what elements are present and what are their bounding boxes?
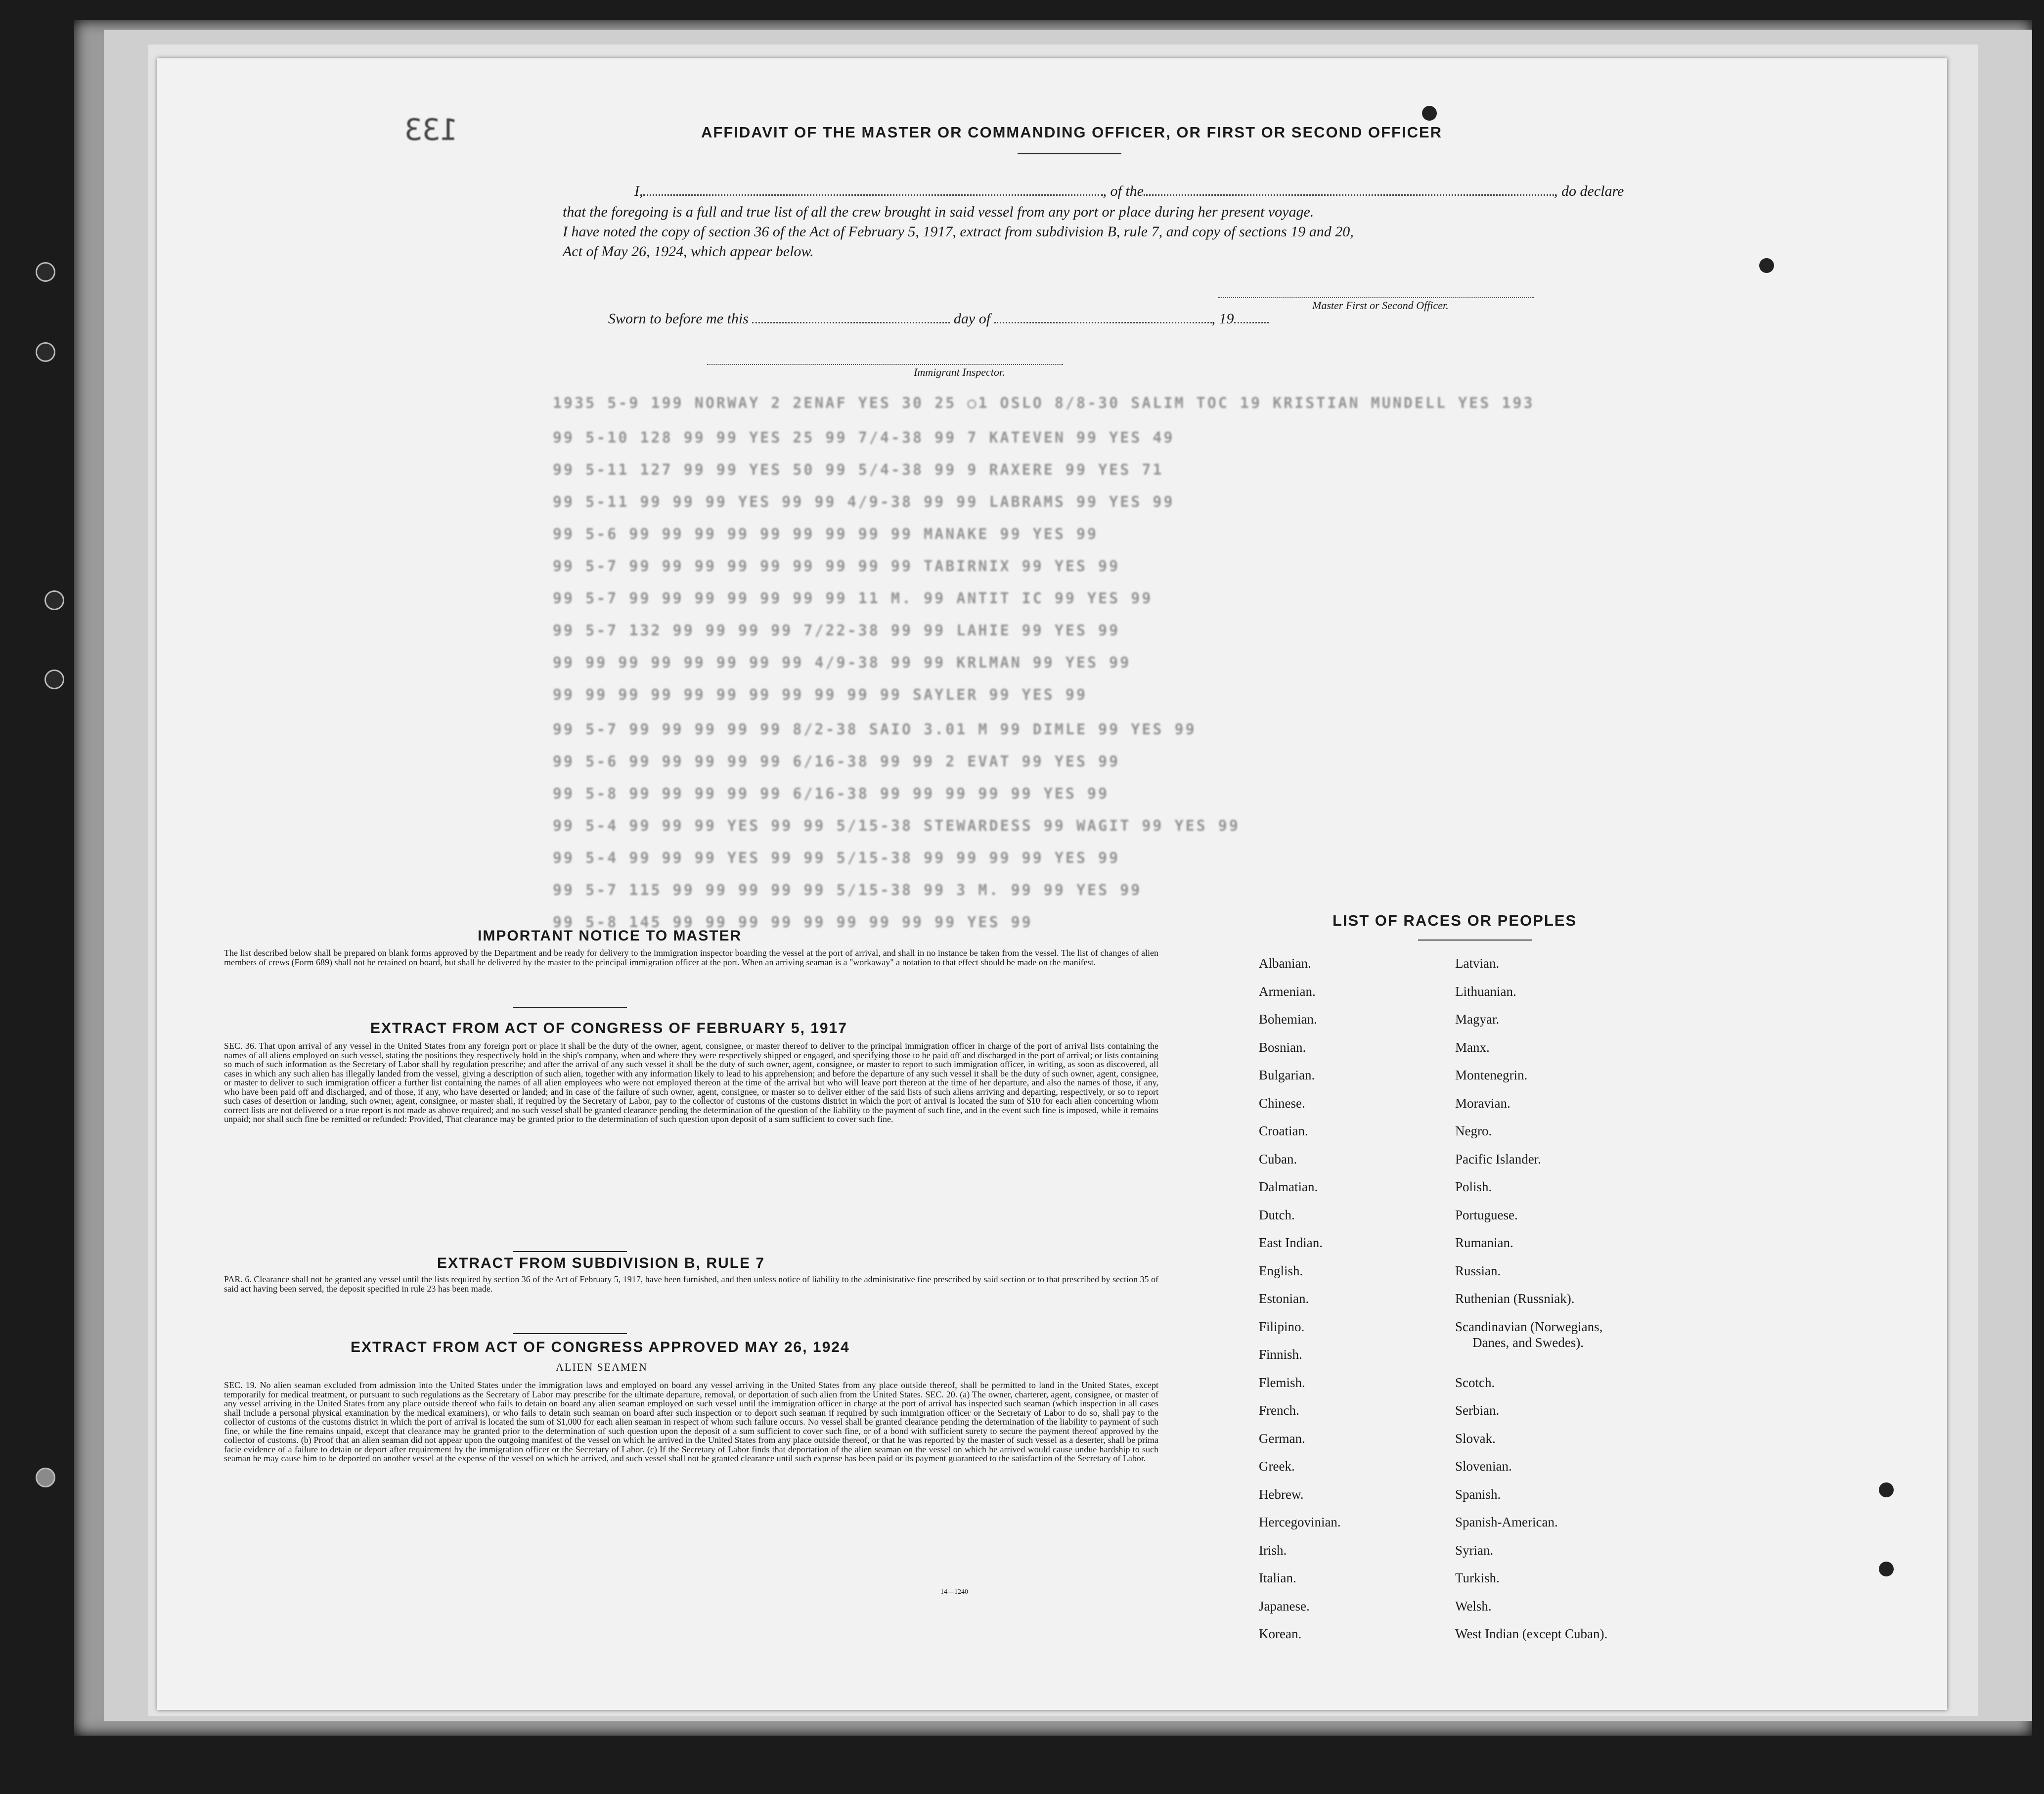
bleed-through-row: 99 5-4 99 99 99 YES 99 99 5/15-38 99 99 99 99 YES 99 (553, 850, 1120, 867)
extract-2-rule (513, 1333, 627, 1334)
race-entry: Croatian. (1259, 1123, 1308, 1138)
bleed-through-row: 99 5-6 99 99 99 99 99 6/16-38 99 99 2 EVAT 99 YES 99 (553, 753, 1120, 770)
bleed-through-row: 99 5-7 99 99 99 99 99 8/2-38 SAIO 3.01 M 99 DIMLE 99 YES 99 (553, 721, 1197, 738)
race-entry: Montenegrin. (1455, 1068, 1528, 1082)
affidavit-line-4: Act of May 26, 1924, which appear below. (563, 243, 814, 260)
race-entry: Irish. (1259, 1542, 1287, 1558)
bleed-through-row: 99 99 99 99 99 99 99 99 4/9-38 99 99 KRLMAN 99 YES 99 (553, 654, 1131, 672)
extract-2-title: EXTRACT FROM SUBDIVISION B, RULE 7 (437, 1255, 765, 1271)
bleed-through-row: 99 5-7 99 99 99 99 99 99 99 11 M. 99 ANTIT IC 99 YES 99 (553, 590, 1153, 607)
binder-hole (36, 342, 55, 362)
race-entry: Portuguese. (1455, 1207, 1518, 1222)
extract-3-title: EXTRACT FROM ACT OF CONGRESS APPROVED MAY 26, 1924 (351, 1339, 850, 1355)
bleed-through-row: 99 5-8 99 99 99 99 99 6/16-38 99 99 99 99 99 YES 99 (553, 785, 1110, 803)
races-rule (1418, 940, 1532, 941)
affidavit-line-2: that the foregoing is a full and true list of all the crew brought in said vessel from any port or place during her present voyage. (563, 204, 1314, 220)
bleed-through-row: 99 5-4 99 99 99 YES 99 99 5/15-38 STEWARDESS 99 WAGIT 99 YES 99 (553, 817, 1240, 835)
race-entry: Hercegovinian. (1259, 1515, 1341, 1529)
race-entry: English. (1259, 1263, 1303, 1278)
document-page (157, 58, 1947, 1710)
race-entry: Cuban. (1259, 1151, 1297, 1166)
race-entry: Albanian. (1259, 956, 1311, 971)
bleed-through-row: 1935 5-9 199 NORWAY 2 2ENAF YES 30 25 ○1 OSLO 8/8-30 SALIM TOC 19 KRISTIAN MUNDELL YES 193 (553, 395, 1535, 412)
title-rule (1018, 153, 1121, 154)
form-number: 14—1240 (940, 1588, 968, 1596)
bleed-through-row: 99 5-11 99 99 99 YES 99 99 4/9-38 99 99 LABRAMS 99 YES 99 (553, 493, 1175, 511)
race-entry: Korean. (1259, 1626, 1302, 1641)
race-entry: Filipino. (1259, 1319, 1305, 1334)
affidavit-line-1: I, , of the , do declare (634, 183, 1624, 199)
bleed-through-row: 99 99 99 99 99 99 99 99 99 99 99 SAYLER 99 YES 99 (553, 686, 1088, 704)
punch-dot (1879, 1562, 1894, 1576)
binder-hole (36, 1468, 55, 1487)
race-entry: Hebrew. (1259, 1486, 1304, 1502)
race-entry: Flemish. (1259, 1375, 1305, 1390)
race-entry: Polish. (1455, 1179, 1492, 1194)
extract-1-body: SEC. 36. That upon arrival of any vessel in the United States from any foreign port or place it shall be the duty of the owner, agent, consignee, or master thereof to deliver to the principal immigration officer in charge of the port of arrival lists containing the names of all aliens employed on such vessel, stating the positions they respectively hold in the ship's company, when and where they were respectively shipped or engaged, and specifying those to be paid off and discharged in the port of arrival; or lists containing so much of such information as the Secretary of Labor shall by regulation prescribe; and after the arrival of any such vessel it shall be the duty of such owner, agent, consignee, or master to report to such immigration officer, in writing, as soon as discovered, all cases in which any such alien has illegally landed from the vessel, giving a description of such alien, together with any information likely to lead to his apprehension; and before the departure of any such vessel it shall be the duty of such owner, agent, consignee, or master to deliver to such immigration officer a further list containing the names of all alien employees who were not employed thereon at the time of the arrival but who will leave port thereon at the time of her departure, and also the names of those, if any, who have been paid off and discharged, and of those, if any, who have deserted or landed; and in case of the failure of such owner, agent, consignee, or master so to deliver either of the said lists of such aliens arriving and departing, respectively, or so to report such cases of desertion or landing, such owner, agent, consignee, or master shall, if required by the Secretary of Labor, pay to the collector of customs of the customs district in which the port of arrival is located the sum of $10 for each alien concerning whom correct lists are not delivered or a true report is not made as above required; and no such vessel shall be granted clearance pending the determination of the question of the liability to the payment of such fine, and in the event such fine is imposed, while it remains unpaid; nor shall such fine be remitted or refunded: Provided, That clearance may be granted prior to the determination of such question upon deposit of a sum sufficient to cover such fine. (224, 1041, 1158, 1124)
races-title: LIST OF RACES OR PEOPLES (1333, 912, 1577, 929)
race-entry: Finnish. (1259, 1347, 1302, 1362)
bleed-through-row: 99 5-8 145 99 99 99 99 99 99 99 99 99 YES 99 (553, 914, 1033, 931)
bleed-through-row: 99 5-7 132 99 99 99 99 7/22-38 99 99 LAHIE 99 YES 99 (553, 622, 1120, 639)
race-entry: Ruthenian (Russniak). (1455, 1291, 1575, 1306)
race-entry: Syrian. (1455, 1542, 1494, 1558)
race-entry: Turkish. (1455, 1570, 1500, 1585)
race-entry: Latvian. (1455, 956, 1500, 971)
race-entry: Italian. (1259, 1570, 1296, 1585)
race-entry: Moravian. (1455, 1095, 1511, 1111)
race-entry: French. (1259, 1403, 1299, 1418)
race-entry: Manx. (1455, 1039, 1490, 1055)
race-entry: Estonian. (1259, 1291, 1309, 1306)
race-entry: Greek. (1259, 1459, 1295, 1474)
race-entry: Dalmatian. (1259, 1179, 1318, 1194)
race-entry: Dutch. (1259, 1207, 1295, 1222)
race-entry: Scotch. (1455, 1375, 1495, 1390)
sworn-line: Sworn to before me this day of , 19 (608, 311, 1269, 327)
affidavit-line-3: I have noted the copy of section 36 of the Act of February 5, 1917, extract from subdivision B, rule 7, and copy of sections 19 and 20, (563, 224, 1354, 240)
notice-body: The list described below shall be prepared on blank forms approved by the Department and be ready for delivery to the immigration inspector boarding the vessel at the port of arrival, and shall in no instance be taken from the vessel. The list of changes of alien members of crews (Form 689) shall not be retained on board, but shall be delivered by the master to the principal immigration officer at the port. When an arriving seaman is a "workaway" a notation to that effect should be made on the manifest. (224, 948, 1158, 967)
punch-dot (1879, 1482, 1894, 1497)
extract-1-title: EXTRACT FROM ACT OF CONGRESS OF FEBRUARY 5, 1917 (370, 1020, 847, 1036)
race-entry: Slovak. (1455, 1431, 1496, 1446)
race-entry: Welsh. (1455, 1598, 1492, 1614)
master-caption: Master First or Second Officer. (1312, 299, 1449, 312)
inspector-signature-line (707, 363, 1063, 365)
bleed-through-row: 99 5-11 127 99 99 YES 50 99 5/4-38 99 9 RAXERE 99 YES 71 (553, 461, 1164, 479)
binder-hole (44, 670, 64, 689)
race-entry: Serbian. (1455, 1403, 1500, 1418)
punch-dot (1422, 106, 1437, 121)
extract-2-body: PAR. 6. Clearance shall not be granted any vessel until the lists required by section 36 of the Act of February 5, 1917, have been furnished, and then unless notice of liability to the administrative fine prescribed by said section or to that prescribed by section 35 of said act having been served, the deposit specified in rule 23 has been made. (224, 1274, 1158, 1294)
binder-hole (36, 262, 55, 282)
bleed-through-row: 99 5-10 128 99 99 YES 25 99 7/4-38 99 7 KATEVEN 99 YES 49 (553, 429, 1175, 447)
inspector-caption: Immigrant Inspector. (914, 366, 1005, 378)
race-entry: Slovenian. (1455, 1459, 1512, 1474)
race-entry: Spanish. (1455, 1486, 1501, 1502)
notice-rule (513, 1007, 627, 1008)
race-entry: Chinese. (1259, 1095, 1305, 1111)
race-entry: Rumanian. (1455, 1235, 1513, 1250)
race-entry: Pacific Islander. (1455, 1151, 1541, 1166)
extract-3-subtitle: ALIEN SEAMEN (556, 1361, 648, 1373)
race-entry: Bohemian. (1259, 1012, 1317, 1027)
page-number: 133 (404, 113, 458, 147)
master-signature-line (1218, 296, 1534, 298)
race-entry: West Indian (except Cuban). (1455, 1626, 1608, 1641)
notice-title: IMPORTANT NOTICE TO MASTER (478, 928, 742, 944)
race-entry: Bulgarian. (1259, 1068, 1315, 1082)
race-entry: Armenian. (1259, 984, 1316, 999)
race-entry: German. (1259, 1431, 1305, 1446)
bleed-through-row: 99 5-6 99 99 99 99 99 99 99 99 99 MANAKE 99 YES 99 (553, 526, 1099, 543)
race-entry: Spanish-American. (1455, 1515, 1558, 1529)
race-entry: Danes, and Swedes). (1472, 1335, 1584, 1350)
race-entry: Bosnian. (1259, 1039, 1306, 1055)
punch-dot (1759, 258, 1774, 273)
race-entry: Russian. (1455, 1263, 1501, 1278)
bleed-through-row: 99 5-7 115 99 99 99 99 99 5/15-38 99 3 M. 99 99 YES 99 (553, 882, 1142, 899)
bleed-through-row: 99 5-7 99 99 99 99 99 99 99 99 99 TABIRNIX 99 YES 99 (553, 558, 1120, 575)
race-entry: Magyar. (1455, 1012, 1500, 1027)
race-entry: Japanese. (1259, 1598, 1310, 1614)
extract-1-rule (513, 1251, 627, 1252)
race-entry: Lithuanian. (1455, 984, 1516, 999)
race-entry: East Indian. (1259, 1235, 1323, 1250)
affidavit-title: AFFIDAVIT OF THE MASTER OR COMMANDING OFFICER, OR FIRST OR SECOND OFFICER (701, 124, 1443, 141)
extract-3-body: SEC. 19. No alien seaman excluded from admission into the United States under the immigration laws and employed on board any vessel arriving in the United States from any place outside thereof, shall be permitted to land in the United States, except temporarily for medical treatment, or pursuant to such regulations as the Secretary of Labor may prescribe for the ultimate departure, removal, or deportation of such alien from the United States. SEC. 20. (a) The owner, charterer, agent, consignee, or master of any vessel arriving in the United States from any place outside thereof who fails to detain on board any alien seaman employed on such vessel until the immigration officer in charge at the port of arrival has inspected such seaman (which inspection in all cases shall include a personal physical examination by the medical examiners), or who fails to detain such seaman on board after such inspection or to deport such seaman if required by such immigration officer or the Secretary of Labor to do so, shall pay to the collector of customs of the customs district in which the port of arrival is located the sum of $1,000 for each alien seaman in respect of whom such failure occurs. No vessel shall be granted clearance pending the determination of the liability to payment of such fine, or while the fine remains unpaid, except that clearance may be granted prior to the determination of such question upon the deposit of a sum sufficient to cover such fine, or of a bond with sufficient surety to secure the payment thereof approved by the collector of customs. (b) Proof that an alien seaman did not appear upon the outgoing manifest of the vessel on which he arrived in the United States from any place outside thereof, or that he was reported by the master of such vessel as a deserter, shall be prima facie evidence of a failure to detain or deport after requirement by the immigration officer or the Secretary of Labor. (c) If the Secretary of Labor finds that deportation of the alien seaman on the vessel on which he arrived would cause undue hardship to such seaman he may cause him to be deported on another vessel at the expense of the vessel on which he arrived, and such vessel shall not be granted clearance until such expense has been paid or its payment guaranteed to the satisfaction of the Secretary of Labor. (224, 1380, 1158, 1463)
binder-hole (44, 590, 64, 610)
race-entry: Negro. (1455, 1123, 1492, 1138)
race-entry: Scandinavian (Norwegians, (1455, 1319, 1603, 1334)
